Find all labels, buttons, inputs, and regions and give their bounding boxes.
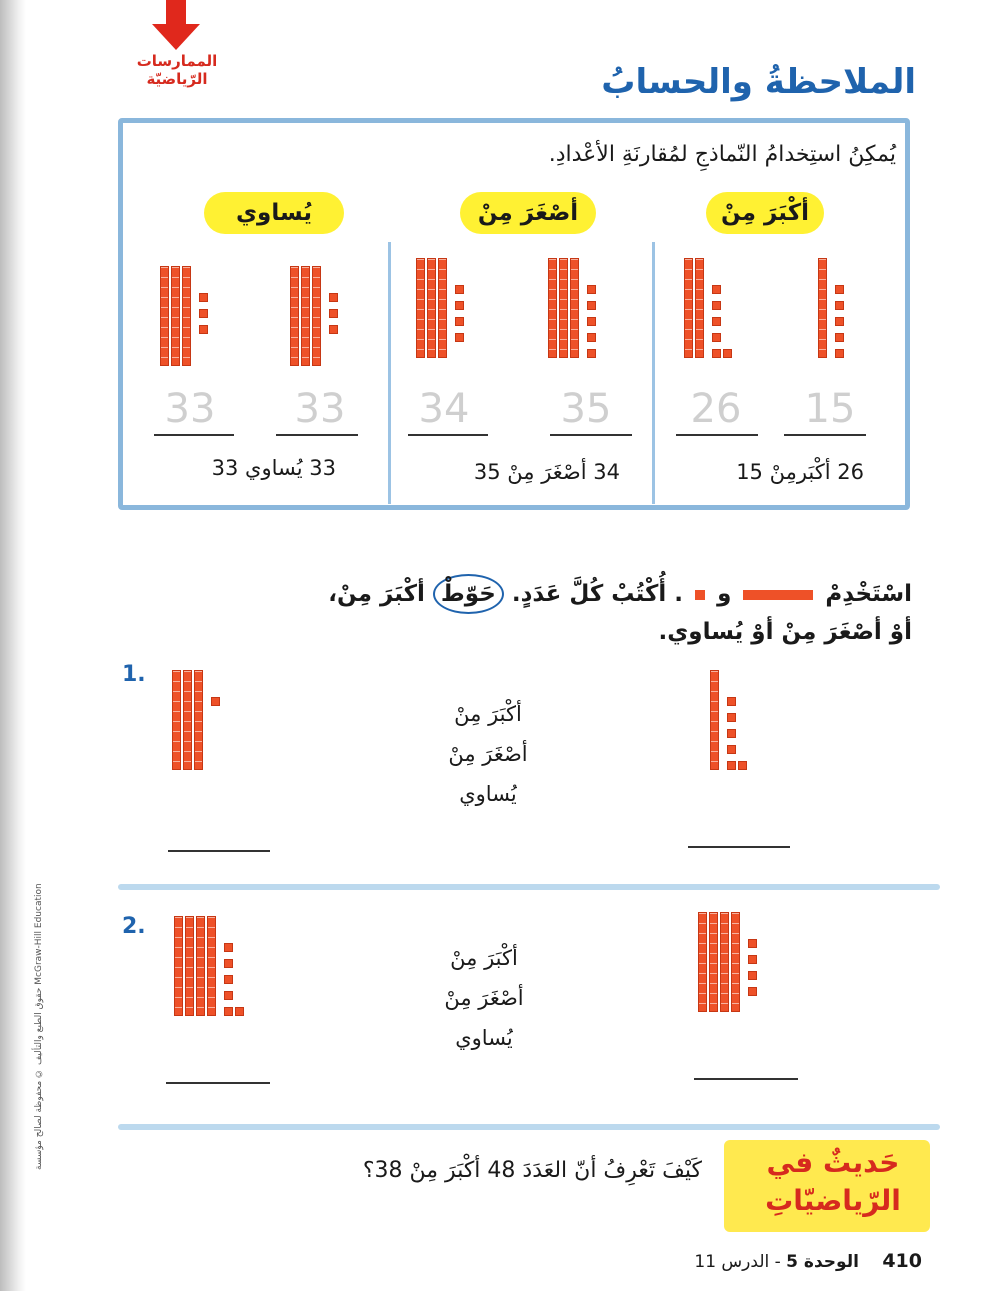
exercise-number: 1. [122, 662, 146, 687]
ten-rod [312, 266, 321, 366]
instruction [328, 574, 912, 650]
ten-rod [710, 670, 719, 770]
unit-cube [587, 301, 596, 310]
ten-rod [182, 266, 191, 366]
ten-rod [709, 912, 718, 1012]
answer-line [676, 434, 758, 436]
section-separator [118, 884, 940, 890]
unit-cube [224, 991, 233, 1000]
answer-line [550, 434, 632, 436]
math-talk-line2: الرّياضيّاتِ [765, 1184, 901, 1217]
unit-cube [748, 939, 757, 948]
unit-cube [748, 955, 757, 964]
unit-cube [587, 317, 596, 326]
unit-cube [835, 349, 844, 358]
ten-rod [698, 912, 707, 1012]
unit-cube [455, 285, 464, 294]
section-separator [118, 1124, 940, 1130]
ten-rod [207, 916, 216, 1016]
unit-cube [455, 333, 464, 342]
choice-greater-than[interactable]: أكْبَرَ مِنْ [454, 702, 522, 726]
unit-cube [329, 293, 338, 302]
instruction-and: و [717, 581, 732, 607]
choice-less-than[interactable]: أصْغَرَ مِنْ [444, 986, 524, 1010]
unit-cube [455, 317, 464, 326]
choice-group [418, 694, 558, 814]
exercise-number: 2. [122, 914, 146, 939]
label-greater-than: أكْبَرَ مِنْ [706, 192, 824, 234]
ten-rod-icon [743, 590, 813, 600]
ten-rod [684, 258, 693, 358]
comparison-statement: 26 أكْبَرمِنْ 15 [736, 460, 864, 484]
math-talk-question: كَيْفَ تَعْرِفُ أنّ العَدَدَ 48 أكْبَرَ مِنْ 38؟ [362, 1158, 702, 1183]
lesson-label: - الدرس 11 [694, 1252, 781, 1272]
instruction-greater: أكْبَرَ مِنْ، [328, 581, 425, 607]
unit-cube [224, 959, 233, 968]
unit-cube [723, 349, 732, 358]
traced-number: 26 [690, 386, 742, 432]
instruction-line2: أوْ أصْغَرَ مِنْ أوْ يُساوي. [658, 619, 912, 645]
ten-rod [160, 266, 169, 366]
ten-rod [427, 258, 436, 358]
ten-rod [183, 670, 192, 770]
unit-cube [455, 301, 464, 310]
unit-cube [835, 317, 844, 326]
unit-cube [727, 761, 736, 770]
ten-rod [818, 258, 827, 358]
answer-blank[interactable] [168, 850, 270, 852]
ten-rod [731, 912, 740, 1012]
unit-cube [727, 697, 736, 706]
choice-less-than[interactable]: أصْغَرَ مِنْ [448, 742, 528, 766]
traced-number: 15 [804, 386, 856, 432]
unit-cube [712, 349, 721, 358]
unit-cube [199, 309, 208, 318]
unit-label: الوحدة 5 [786, 1252, 859, 1272]
answer-blank[interactable] [694, 1078, 798, 1080]
unit-cube [224, 1007, 233, 1016]
traced-number: 33 [164, 386, 216, 432]
traced-number: 34 [418, 386, 470, 432]
page-number: 410 [882, 1250, 922, 1272]
unit-cube [727, 729, 736, 738]
ten-rod [174, 916, 183, 1016]
unit-cube [835, 333, 844, 342]
choice-equal[interactable]: يُساوي [455, 1026, 513, 1050]
ten-rod [438, 258, 447, 358]
unit-cube [712, 301, 721, 310]
unit-cube [748, 987, 757, 996]
ten-rod [196, 916, 205, 1016]
page-binding-shadow [0, 0, 26, 1291]
comparison-statement: 33 يُساوي 33 [211, 456, 336, 480]
unit-cube [738, 761, 747, 770]
unit-cube [712, 285, 721, 294]
unit-cube [712, 333, 721, 342]
traced-number: 35 [560, 386, 612, 432]
answer-line [408, 434, 488, 436]
unit-cube [835, 285, 844, 294]
answer-blank[interactable] [688, 846, 790, 848]
math-practices-label: الممارسات الرّياضيّة [136, 52, 218, 88]
unit-cube-icon [695, 590, 705, 600]
unit-cube [199, 293, 208, 302]
unit-cube [199, 325, 208, 334]
intro-sentence: يُمكِنُ استِخدامُ النّماذجِ لمُقارنَةِ الأعْدادِ. [548, 142, 896, 167]
column-divider [388, 242, 391, 504]
answer-line [154, 434, 234, 436]
page-footer [694, 1250, 922, 1272]
ten-rod [548, 258, 557, 358]
lesson-title: الملاحظةُ والحسابُ [601, 62, 916, 102]
choice-greater-than[interactable]: أكْبَرَ مِنْ [450, 946, 518, 970]
unit-cube [329, 325, 338, 334]
label-equal: يُساوي [204, 192, 344, 234]
ten-rod [720, 912, 729, 1012]
math-talk-line1: حَديثٌ في [766, 1146, 900, 1179]
down-arrow-icon [150, 0, 202, 52]
column-divider [652, 242, 655, 504]
answer-line [276, 434, 358, 436]
ten-rod [194, 670, 203, 770]
label-less-than: أصْغَرَ مِنْ [460, 192, 596, 234]
circle-word: حَوّطْ [433, 574, 504, 614]
comparison-statement: 34 أصْغَرَ مِنْ 35 [473, 460, 620, 484]
ten-rod [185, 916, 194, 1016]
unit-cube [587, 285, 596, 294]
answer-blank[interactable] [166, 1082, 270, 1084]
answer-line [784, 434, 866, 436]
unit-cube [211, 697, 220, 706]
unit-cube [235, 1007, 244, 1016]
math-talk-label [740, 1144, 926, 1220]
ten-rod [559, 258, 568, 358]
unit-cube [587, 333, 596, 342]
ten-rod [171, 266, 180, 366]
ten-rod [570, 258, 579, 358]
instruction-use: اسْتَخْدِمْ [825, 581, 912, 607]
ten-rod [172, 670, 181, 770]
unit-cube [329, 309, 338, 318]
traced-number: 33 [294, 386, 346, 432]
unit-cube [587, 349, 596, 358]
ten-rod [416, 258, 425, 358]
choice-equal[interactable]: يُساوي [459, 782, 517, 806]
instruction-write: . أُكْتُبْ كُلَّ عَدَدٍ. [511, 581, 684, 607]
ten-rod [301, 266, 310, 366]
unit-cube [224, 975, 233, 984]
choice-group [414, 938, 554, 1058]
publisher-credit: حقوق الطبع والتأليف © محفوظة لصالح مؤسسة McGraw-Hill Education [34, 883, 44, 1170]
examples-frame [118, 118, 910, 510]
unit-cube [224, 943, 233, 952]
unit-cube [835, 301, 844, 310]
ten-rod [695, 258, 704, 358]
ten-rod [290, 266, 299, 366]
unit-cube [727, 745, 736, 754]
unit-cube [727, 713, 736, 722]
unit-cube [712, 317, 721, 326]
unit-cube [748, 971, 757, 980]
